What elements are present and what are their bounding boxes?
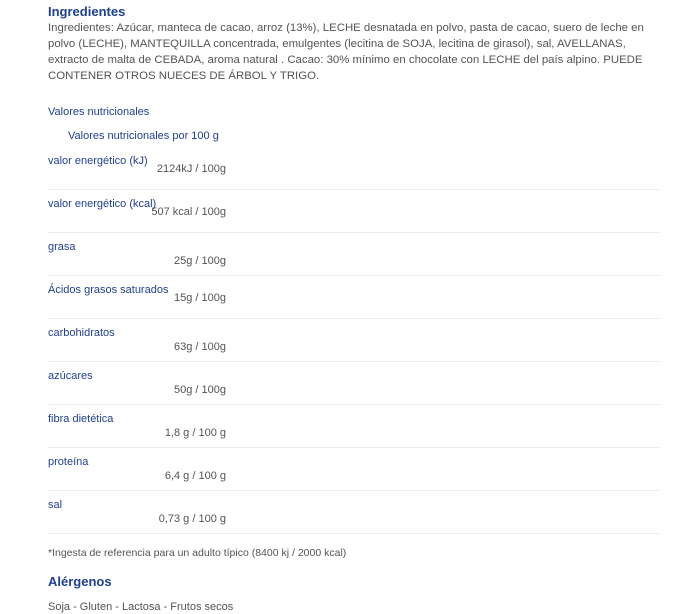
nutrition-row-fiber — [48, 405, 660, 448]
nutrition-footnote: *Ingesta de referencia para un adulto típico (8400 kj / 2000 kcal) — [48, 547, 347, 559]
nutrition-heading: Valores nutricionales — [48, 106, 150, 118]
nutrition-row-protein — [48, 448, 660, 491]
nutrition-value: 63g / 100g — [174, 341, 226, 353]
allergens-text: Soja - Gluten - Lactosa - Frutos secos — [48, 600, 234, 613]
nutrition-label: azúcares — [48, 370, 93, 382]
nutrition-label: Ácidos grasos saturados — [48, 284, 169, 296]
allergens-title: Alérgenos — [48, 574, 112, 589]
nutrition-table — [48, 147, 660, 534]
nutrition-row-saturated-fat — [48, 276, 660, 319]
nutrition-value: 1,8 g / 100 g — [164, 427, 226, 439]
nutrition-label: grasa — [48, 241, 76, 253]
nutrition-row-energy-kcal — [48, 190, 660, 233]
nutrition-value: 6,4 g / 100 g — [164, 470, 226, 482]
nutrition-label: valor energético (kcal) — [48, 198, 157, 210]
nutrition-label: carbohidratos — [48, 327, 115, 339]
ingredients-title: Ingredientes — [48, 4, 126, 19]
nutrition-value: 25g / 100g — [174, 255, 226, 267]
nutrition-value: 0,73 g / 100 g — [158, 513, 226, 525]
nutrition-subheading: Valores nutricionales por 100 g — [68, 130, 219, 142]
product-info — [48, 4, 660, 614]
nutrition-value: 50g / 100g — [174, 384, 226, 396]
nutrition-value: 15g / 100g — [174, 292, 226, 304]
nutrition-label: proteína — [48, 456, 89, 468]
nutrition-row-sugars — [48, 362, 660, 405]
nutrition-label: sal — [48, 499, 63, 511]
ingredients-text: Ingredientes: Azúcar, manteca de cacao, arroz (13%), LECHE desnatada en polvo, pasta de cacao, suero de leche en polvo (LECHE), MANTEQUILLA concentrada, emulgentes (lecitina de SOJA, lecitina de girasol), sal, AVELLANAS, extracto de malta de CEBADA, aroma natural . Cacao: 30% mínimo en chocolate con LECHE del país alpino. PUEDE CONTENER OTROS NUECES DE ÁRBOL Y TRIGO. — [48, 22, 644, 82]
nutrition-label: fibra dietética — [48, 413, 114, 425]
nutrition-row-salt — [48, 491, 660, 534]
nutrition-value: 2124kJ / 100g — [156, 163, 226, 175]
nutrition-label: valor energético (kJ) — [48, 155, 148, 167]
nutrition-row-carbohydrates — [48, 319, 660, 362]
nutrition-row-fat — [48, 233, 660, 276]
nutrition-row-energy-kj — [48, 147, 660, 190]
nutrition-value: 507 kcal / 100g — [151, 206, 226, 218]
